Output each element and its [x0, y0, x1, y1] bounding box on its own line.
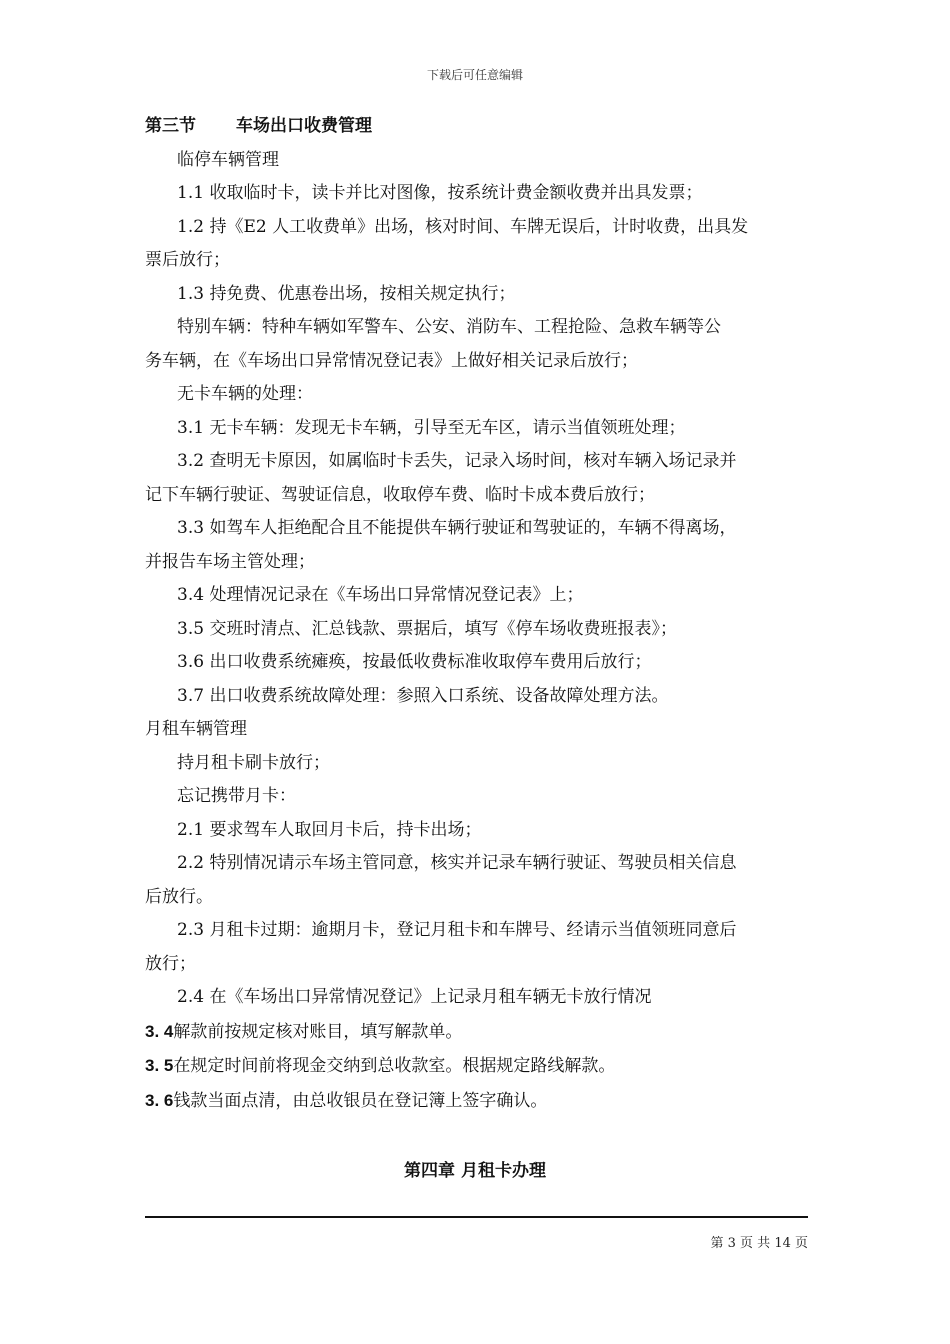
footer-divider [145, 1216, 808, 1218]
text-line: 3.2 查明无卡原因，如属临时卡丢失，记录入场时间，核对车辆入场记录并 [177, 451, 737, 471]
text-line: 3.7 出口收费系统故障处理：参照入口系统、设备故障处理方法。 [177, 685, 669, 706]
line-number: 3. 4 [145, 1021, 174, 1041]
text-line: 票后放行； [145, 250, 230, 270]
section-title: 车场出口收费管理 [236, 116, 372, 136]
text-line: 3.3 如驾车人拒绝配合且不能提供车辆行驶证和驾驶证的，车辆不得离场， [177, 518, 737, 538]
document-body [145, 110, 810, 1118]
numbered-line [145, 1049, 810, 1084]
text-line: 3.6 出口收费系统瘫痪，按最低收费标准收取停车费用后放行； [177, 652, 652, 672]
text-line: 1.1 收取临时卡，读卡并比对图像，按系统计费金额收费并出具发票； [177, 183, 703, 203]
text-line: 2.1 要求驾车人取回月卡后，持卡出场； [177, 819, 482, 840]
text-line: 3.5 交班时清点、汇总钱款、票据后，填写《停车场收费班报表》； [177, 618, 677, 639]
page-header: 下载后可任意编辑 [426, 68, 523, 82]
line-text: 在规定时间前将现金交纳到总收款室。根据规定路线解款。 [173, 1056, 616, 1076]
numbered-line [145, 1015, 810, 1050]
line-text: 解款前按规定核对账目，填写解款单。 [173, 1021, 463, 1042]
text-line: 放行； [145, 953, 196, 974]
text-line: 1.2 持《E2 人工收费单》出场，核对时间、车牌无误后，计时收费，出具发 [177, 216, 749, 237]
text-line: 1.3 持免费、优惠卷出场，按相关规定执行； [177, 283, 516, 304]
line-number: 3. 6 [145, 1090, 174, 1110]
numbered-lines [145, 1015, 810, 1119]
text-line: 3.4 处理情况记录在《车场出口异常情况登记表》上； [177, 585, 584, 605]
text-line: 月租车辆管理 [145, 719, 247, 739]
numbered-line [145, 1084, 810, 1119]
text-line: 并报告车场主管处理； [145, 551, 315, 572]
text-line: 后放行。 [145, 886, 213, 907]
paragraph-lines [145, 144, 810, 1015]
section-label: 第三节 [145, 116, 196, 136]
text-line: 2.3 月租卡过期：逾期月卡，登记月租卡和车牌号、经请示当值领班同意后 [177, 920, 737, 940]
text-line: 临停车辆管理 [177, 149, 279, 170]
line-number: 3. 5 [145, 1056, 174, 1075]
text-line: 务车辆，在《车场出口异常情况登记表》上做好相关记录后放行； [145, 350, 638, 371]
text-line: 3.1 无卡车辆：发现无卡车辆，引导至无车区，请示当值领班处理； [177, 417, 686, 438]
text-line: 记下车辆行驶证、驾驶证信息，收取停车费、临时卡成本费后放行； [145, 484, 655, 505]
text-line: 持月租卡刷卡放行； [177, 752, 330, 773]
chapter-heading: 第四章 月租卡办理 [404, 1161, 546, 1181]
text-line: 特别车辆：特种车辆如军警车、公安、消防车、工程抢险、急救车辆等公 [177, 317, 721, 337]
text-line: 无卡车辆的处理： [177, 384, 313, 404]
text-line: 2.2 特别情况请示车场主管同意，核实并记录车辆行驶证、驾驶员相关信息 [177, 853, 737, 873]
page-number: 第 3 页 共 14 页 [710, 1236, 808, 1251]
section-heading [145, 110, 810, 144]
text-line: 忘记携带月卡： [177, 786, 296, 806]
text-line: 2.4 在《车场出口异常情况登记》上记录月租车辆无卡放行情况 [177, 987, 652, 1007]
line-text: 钱款当面点清，由总收银员在登记簿上签字确认。 [173, 1090, 548, 1111]
